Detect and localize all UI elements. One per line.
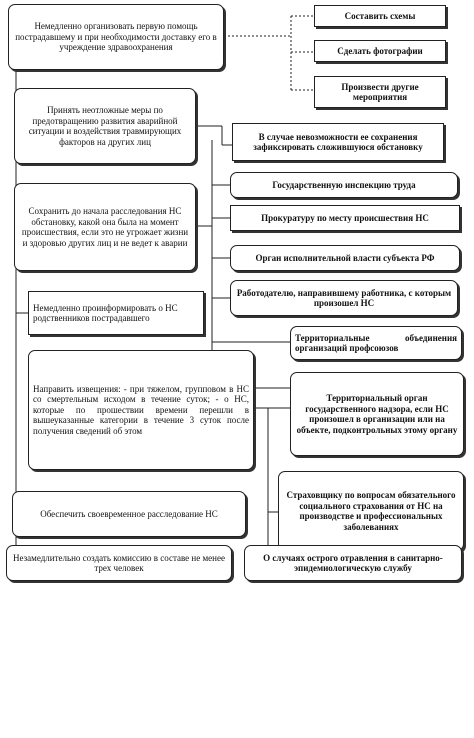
- poisoning-report-text: О случаях острого отравления в санитарно-эпидемиологическую службу: [263, 552, 443, 573]
- prosecutor-box: [230, 205, 460, 231]
- executive-authority-text: Орган исполнительной власти субъекта РФ: [255, 252, 435, 263]
- other-measures-text: Произвести другие мероприятия: [341, 81, 419, 102]
- send-notices-text: Направить извещения: - при тяжелом, групповом в НС со смертельным исходом в течение суток; - о НС, которые по прошествии времени перешли в вышеуказанные категории в течение 3 суток после получения сведений об этом: [33, 383, 249, 436]
- trade-unions-text: Территориальные объединения организаций профсоюзов: [295, 332, 457, 353]
- take-photos-text: Сделать фотографии: [337, 45, 423, 56]
- insurer-text: Страховщику по вопросам обязательного социального страхования от НС на производстве и профессиональных заболеваниях: [286, 490, 456, 532]
- take-photos-box: [314, 40, 446, 62]
- insurer-box: [278, 471, 464, 551]
- preserve-situation-box: [14, 183, 196, 271]
- fixate-situation-text: В случае невозможности ее сохранения зафиксировать сложившуюся обстановку: [253, 131, 423, 152]
- fixate-situation-box: [232, 123, 444, 161]
- send-notices-box: [28, 350, 254, 470]
- create-commission-box: [6, 545, 232, 581]
- inform-relatives-box: [28, 291, 204, 335]
- other-measures-box: [314, 76, 446, 108]
- state-supervision-box: [290, 372, 464, 456]
- prosecutor-text: Прокуратуру по месту происшествия НС: [261, 212, 429, 223]
- inform-relatives-text: Немедленно проинформировать о НС родственников пострадавшего: [33, 302, 178, 323]
- create-commission-text: Незамедлительно создать комиссию в составе не менее трех человек: [12, 552, 225, 573]
- prevent-hazard-box: [14, 88, 196, 164]
- labor-inspection-box: [230, 172, 458, 198]
- first-aid-text: Немедленно организовать первую помощь пострадавшему и при необходимости доставку его в учреждение здравоохранения: [15, 21, 217, 53]
- employer-text: Работодателю, направившему работника, с которым произошел НС: [236, 287, 452, 308]
- employer-box: [230, 280, 458, 316]
- draw-schemes-box: [314, 5, 446, 27]
- ensure-investigation-text: Обеспечить своевременное расследование НС: [40, 508, 218, 519]
- first-aid-box: [8, 4, 224, 70]
- executive-authority-box: [230, 245, 460, 271]
- poisoning-report-box: [244, 545, 462, 581]
- preserve-situation-text: Сохранить до начала расследования НС обстановку, какой она была на момент происшествия, если это не угрожает жизни и здоровью других лиц и не ведет к аварии: [21, 206, 189, 248]
- ensure-investigation-box: [12, 491, 246, 537]
- labor-inspection-text: Государственную инспекцию труда: [272, 179, 416, 190]
- trade-unions-box: [290, 326, 462, 360]
- draw-schemes-text: Составить схемы: [344, 10, 416, 21]
- state-supervision-text: Территориальный орган государственного надзора, если НС произошел в организации или на объекте, подконтрольных этому органу: [296, 393, 458, 435]
- prevent-hazard-text: Принять неотложные меры по предотвращению развития аварийной ситуации и воздействия травмирующих факторов на других лиц: [28, 105, 182, 147]
